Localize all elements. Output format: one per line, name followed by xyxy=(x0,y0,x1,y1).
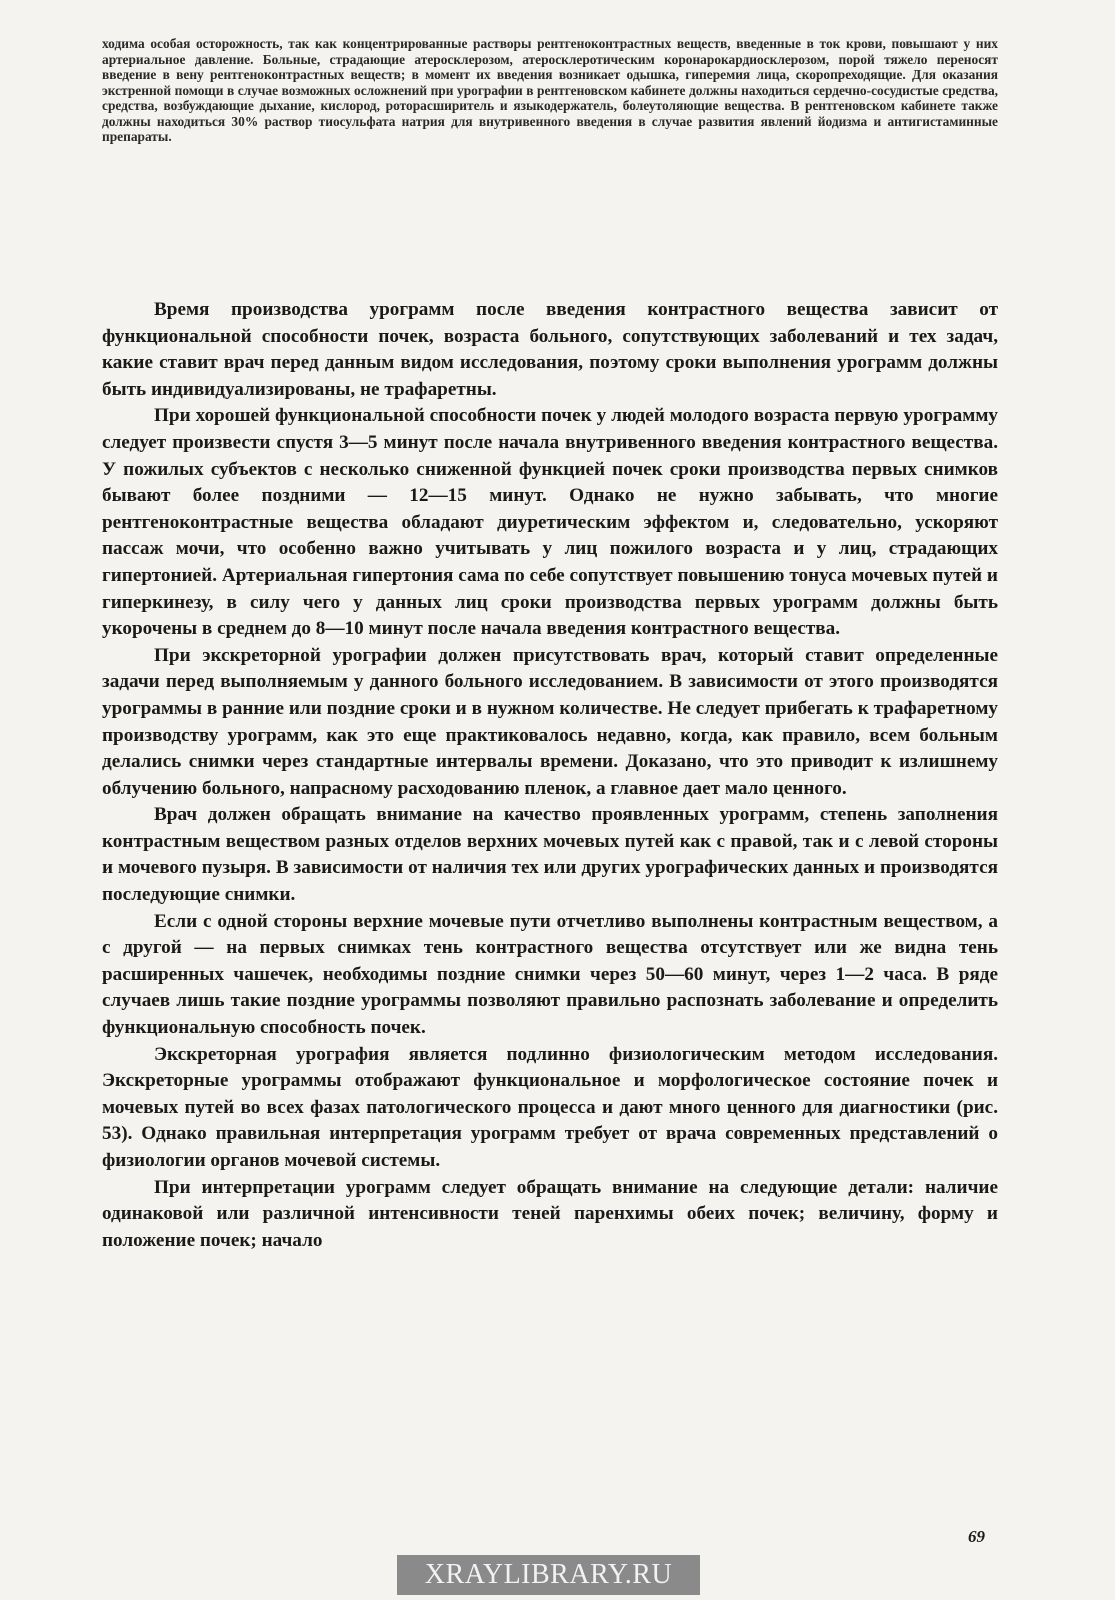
paragraph-2: При хорошей функциональной способности почек у людей молодого возраста первую урограмму следует произвести спустя 3—5 минут после начала внутривенного введения контрастного вещества. У пожилых субъектов с несколько сниженной функцией почек сроки производства первых снимков бывают более поздними — 12—15 минут. Однако не нужно забывать, что многие рентгеноконтрастные вещества обладают диуретическим эффектом и, следовательно, ускоряют пассаж мочи, что особенно важно учитывать у лиц пожилого возраста и у лиц, страдающих гипертонией. Артериальная гипертония сама по себе сопутствует повышению тонуса мочевых путей и гиперкинезу, в силу чего у данных лиц сроки производства первых урограмм должны быть укорочены в среднем до 8—10 минут после начала введения контрастного вещества. xyxy=(102,405,998,640)
paragraph-4: Врач должен обращать внимание на качество проявленных урограмм, степень заполнения контрастным веществом разных отделов верхних мочевых путей как с правой, так и с левой стороны и мочевого пузыря. В зависимости от наличия тех или других урографических данных и производятся последующие снимки. xyxy=(102,804,998,906)
paragraph-1: Время производства урограмм после введения контрастного вещества зависит от функциональной способности почек, возраста больного, сопутствующих заболеваний и тех задач, какие ставит врач перед данным видом исследования, поэтому сроки выполнения урограмм должны быть индивидуализированы, не трафаретны. xyxy=(102,299,998,400)
small-print-note xyxy=(102,36,998,145)
paragraph-6: Экскреторная урография является подлинно физиологическим методом исследования. Экскреторные урограммы отображают функциональное и морфологическое состояние почек и мочевых путей во всех фазах патологического процесса и дают много ценного для диагностики (рис. 53). Однако правильная интерпретация урограмм требует от врача современных представлений о физиологии органов мочевой системы. xyxy=(102,1043,998,1171)
note-paragraph: ходима особая осторожность, так как концентрированные растворы рентгеноконтрастных веществ, введенные в ток крови, повышают у них артериальное давление. Больные, страдающие атеросклерозом, атеросклеротическим коронарокардиосклерозом, порой тяжело переносят введение в вену рентгеноконтрастных веществ; в момент их введения возникает одышка, гиперемия лица, скоропреходящие. Для оказания экстренной помощи в случае возможных осложнений при урографии в рентгеновском кабинете должны находиться сердечно-сосудистые средства, средства, возбуждающие дыхание, кислород, роторасширитель и языкодержатель, болеутоляющие вещества. В рентгеновском кабинете также должны находиться 30% раствор тиосульфата натрия для внутривенного введения в случае развития явлений йодизма и антигистаминные препараты. xyxy=(102,36,998,144)
paragraph-5: Если с одной стороны верхние мочевые пути отчетливо выполнены контрастным веществом, а с другой — на первых снимках тень контрастного вещества отсутствует или же видна тень расширенных чашечек, необходимы поздние снимки через 50—60 минут, через 1—2 часа. В ряде случаев лишь такие поздние урограммы позволяют правильно распознать заболевание и определить функциональную способность почек. xyxy=(102,910,998,1039)
main-text xyxy=(102,297,998,1254)
watermark-banner: XRAYLIBRARY.RU xyxy=(397,1555,700,1595)
paragraph-7: При интерпретации урограмм следует обращать внимание на следующие детали: наличие одинаковой или различной интенсивности теней паренхимы обеих почек; величину, форму и положение почек; начало xyxy=(102,1176,998,1251)
paragraph-3: При экскреторной урографии должен присутствовать врач, который ставит определенные задачи перед выполняемым у данного больного исследованием. В зависимости от этого производятся урограммы в ранние или поздние сроки и в нужном количестве. Не следует прибегать к трафаретному производству урограмм, как это еще практиковалось недавно, когда, как правило, всем больным делались снимки через стандартные интервалы времени. Доказано, что это приводит к излишнему облучению больного, напрасному расходованию пленок, а главное дает мало ценного. xyxy=(102,644,998,799)
page-number: 69 xyxy=(968,1527,985,1546)
